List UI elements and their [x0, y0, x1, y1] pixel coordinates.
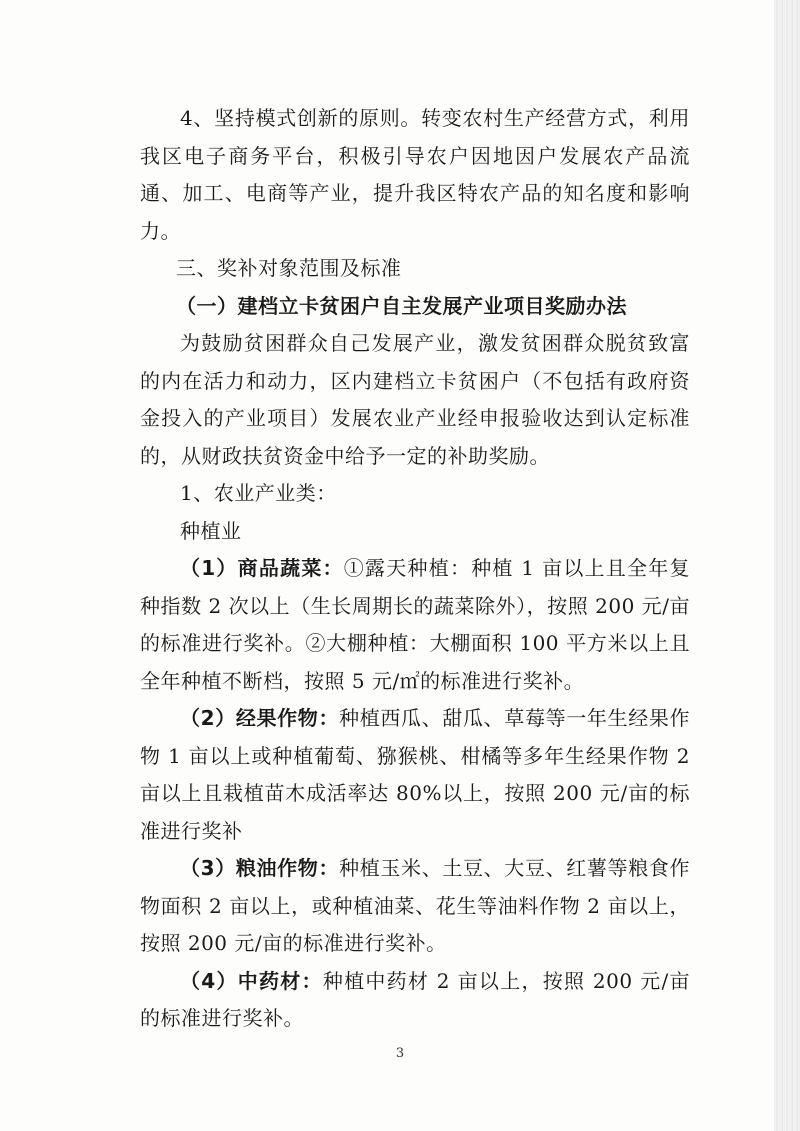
grain-oil-paragraph [140, 850, 690, 963]
herbs-text: 种植中药材 2 亩以上，按照 200 元/亩的标准进行奖补。 [140, 968, 690, 1030]
fruit-crops-text: 种植西瓜、甜瓜、草莓等一年生经果作物 1 亩以上或种植葡萄、猕猴桃、柑橘等多年生经果作物 2 亩以上且栽植苗木成活率达 80%以上，按照 200 元/亩的标准进行奖补 [140, 706, 690, 843]
vegetables-paragraph [140, 550, 690, 700]
principle-4-paragraph: 4、坚持模式创新的原则。转变农村生产经营方式，利用我区电子商务平台，积极引导农户因地因户发展农产品流通、加工、电商等产业，提升我区特农产品的知名度和影响力。 [140, 106, 690, 243]
scan-edge [774, 0, 800, 1131]
section-3-heading: 三、奖补对象范围及标准 [176, 256, 402, 280]
document-body [140, 100, 690, 1038]
herbs-label: （4）中药材： [180, 968, 323, 993]
fruit-crops-label: （2）经果作物： [180, 706, 340, 730]
planting-heading: 种植业 [180, 518, 242, 543]
subsection-1-heading: （一）建档立卡贫困户自主发展产业项目奖励办法 [176, 293, 627, 318]
vegetables-text: ①露天种植：种植 1 亩以上且全年复种指数 2 次以上（生长周期长的蔬菜除外），按照 200 元/亩的标准进行奖补。②大棚种植：大棚面积 100 平方米以上且全年种植不断档，按照 5 元/㎡的标准进行奖补。 [140, 556, 690, 693]
vegetables-label: （1）商品蔬菜： [180, 556, 344, 580]
intro-paragraph: 为鼓励贫困群众自己发展产业，激发贫困群众脱贫致富的内在活力和动力，区内建档立卡贫困户（不包括有政府资金投入的产业项目）发展农业产业经申报验收达到认定标准的，从财政扶贫资金中给予一定的补助奖励。 [140, 331, 690, 468]
grain-oil-label: （3）粮油作物： [180, 856, 340, 880]
herbs-paragraph [140, 963, 690, 1038]
page-number: 3 [395, 1046, 405, 1061]
grain-oil-text: 种植玉米、土豆、大豆、红薯等粮食作物面积 2 亩以上，或种植油菜、花生等油料作物 2 亩以上，按照 200 元/亩的标准进行奖补。 [140, 856, 690, 955]
fruit-crops-paragraph [140, 700, 690, 850]
item-1-heading: 1、农业产业类： [180, 481, 337, 505]
